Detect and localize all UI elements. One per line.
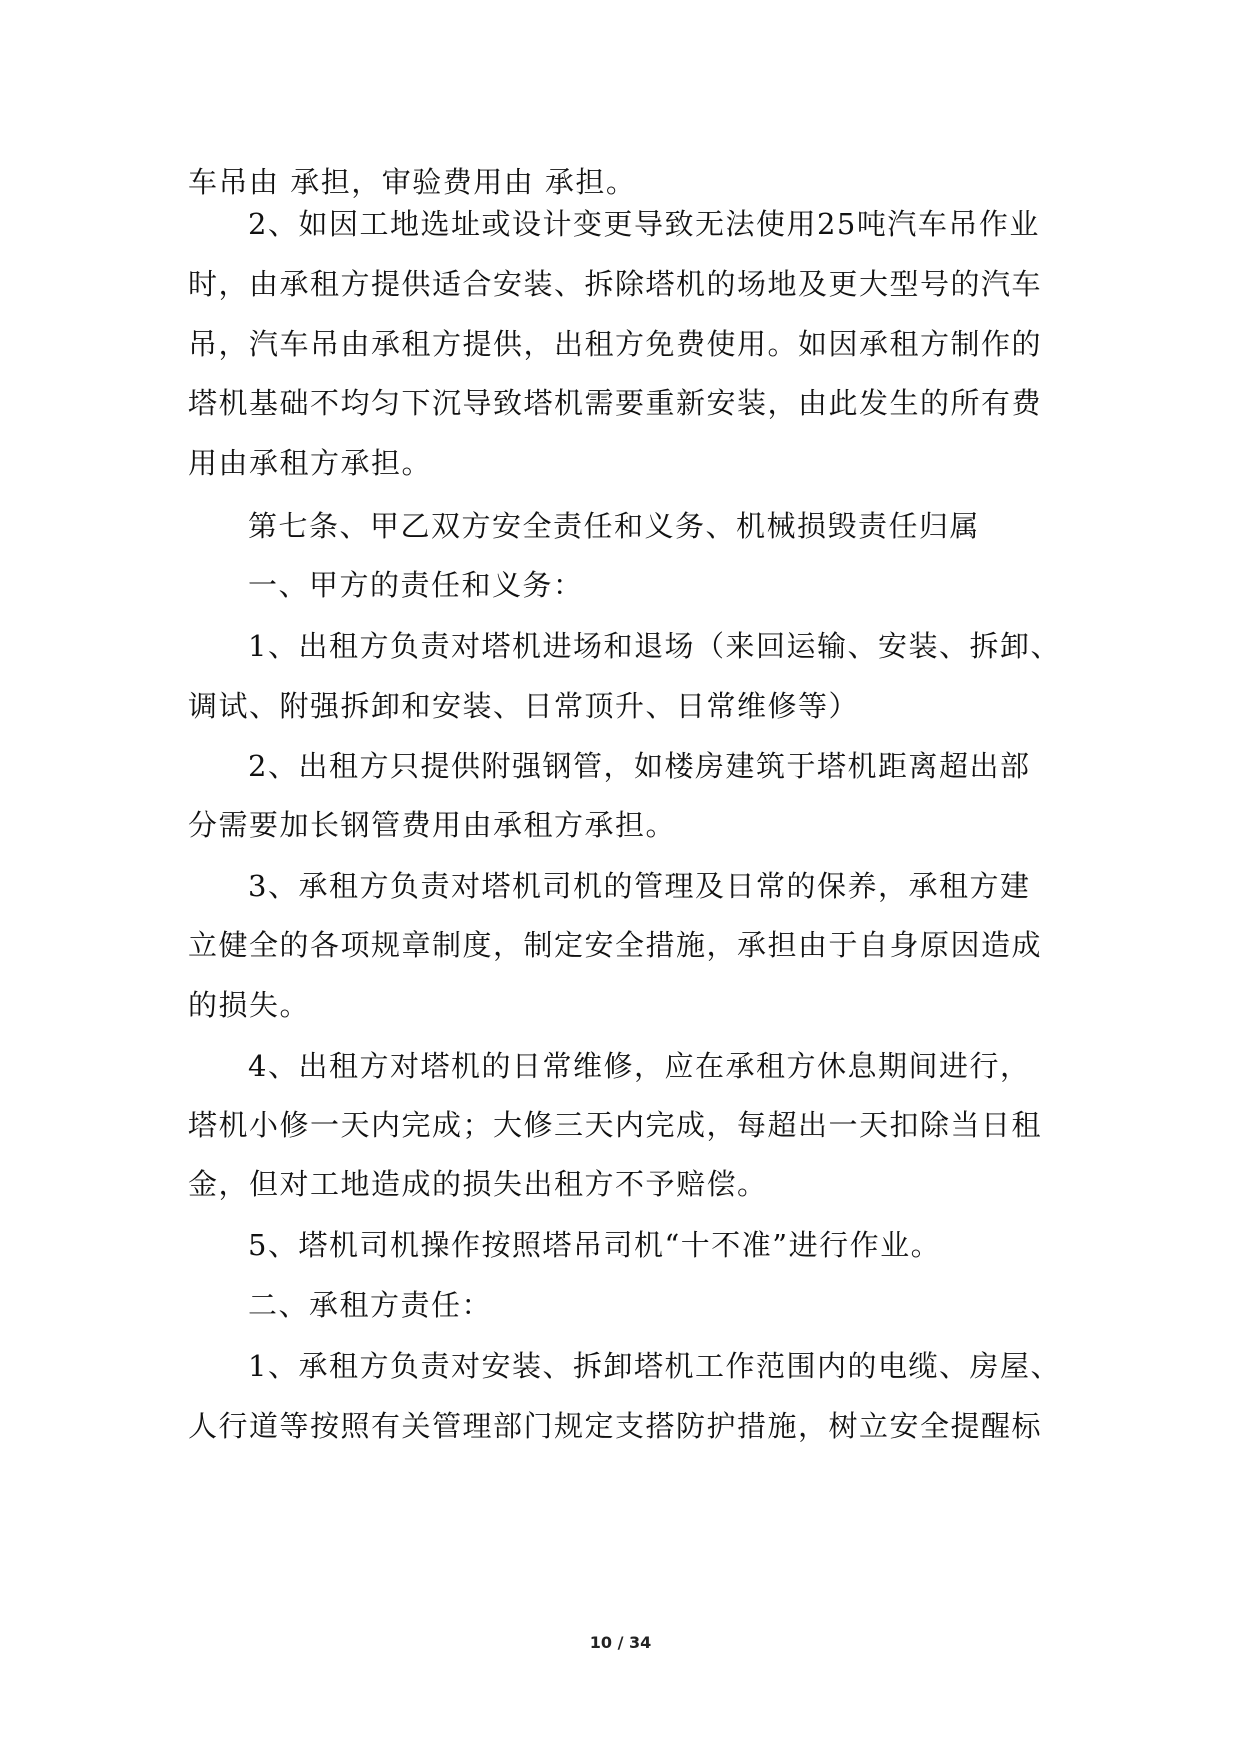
- text-line: 5、塔机司机操作按照塔吊司机“十不准”进行作业。: [248, 1228, 942, 1262]
- text-line: 用由承租方承担。: [188, 446, 433, 480]
- text-line: 时，由承租方提供适合安装、拆除塔机的场地及更大型号的汽车: [188, 267, 1043, 301]
- text-line: 4、出租方对塔机的日常维修，应在承租方休息期间进行，: [248, 1049, 1031, 1083]
- subsection-heading: 一、甲方的责任和义务：: [248, 568, 584, 602]
- subsection-heading: 二、承租方责任：: [248, 1288, 493, 1322]
- text-line: 1、出租方负责对塔机进场和退场（来回运输、安装、拆卸、: [248, 629, 1061, 663]
- text-line: 塔机基础不均匀下沉导致塔机需要重新安装，由此发生的所有费: [188, 386, 1043, 420]
- text-line: 2、出租方只提供附强钢管，如楼房建筑于塔机距离超出部: [248, 749, 1031, 783]
- text-line: 分需要加长钢管费用由承租方承担。: [188, 808, 677, 842]
- text-line: 调试、附强拆卸和安装、日常顶升、日常维修等）: [188, 689, 860, 723]
- text-line: 3、承租方负责对塔机司机的管理及日常的保养，承租方建: [248, 869, 1031, 903]
- page-number: 10 / 34: [589, 1633, 652, 1652]
- section-heading: 第七条、甲乙双方安全责任和义务、机械损毁责任归属: [248, 509, 981, 543]
- text-line: 塔机小修一天内完成；大修三天内完成，每超出一天扣除当日租: [188, 1108, 1043, 1142]
- text-line: 2、如因工地选址或设计变更导致无法使用25吨汽车吊作业: [248, 207, 1040, 241]
- text-line: 人行道等按照有关管理部门规定支搭防护措施，树立安全提醒标: [188, 1409, 1043, 1443]
- text-line: 吊，汽车吊由承租方提供，出租方免费使用。如因承租方制作的: [188, 327, 1043, 361]
- text-line: 车吊由 承担，审验费用由 承担。: [188, 165, 637, 199]
- text-line: 1、承租方负责对安装、拆卸塔机工作范围内的电缆、房屋、: [248, 1349, 1061, 1383]
- text-line: 立健全的各项规章制度，制定安全措施，承担由于自身原因造成: [188, 928, 1043, 962]
- text-line: 的损失。: [188, 988, 311, 1022]
- text-line: 金，但对工地造成的损失出租方不予赔偿。: [188, 1167, 768, 1201]
